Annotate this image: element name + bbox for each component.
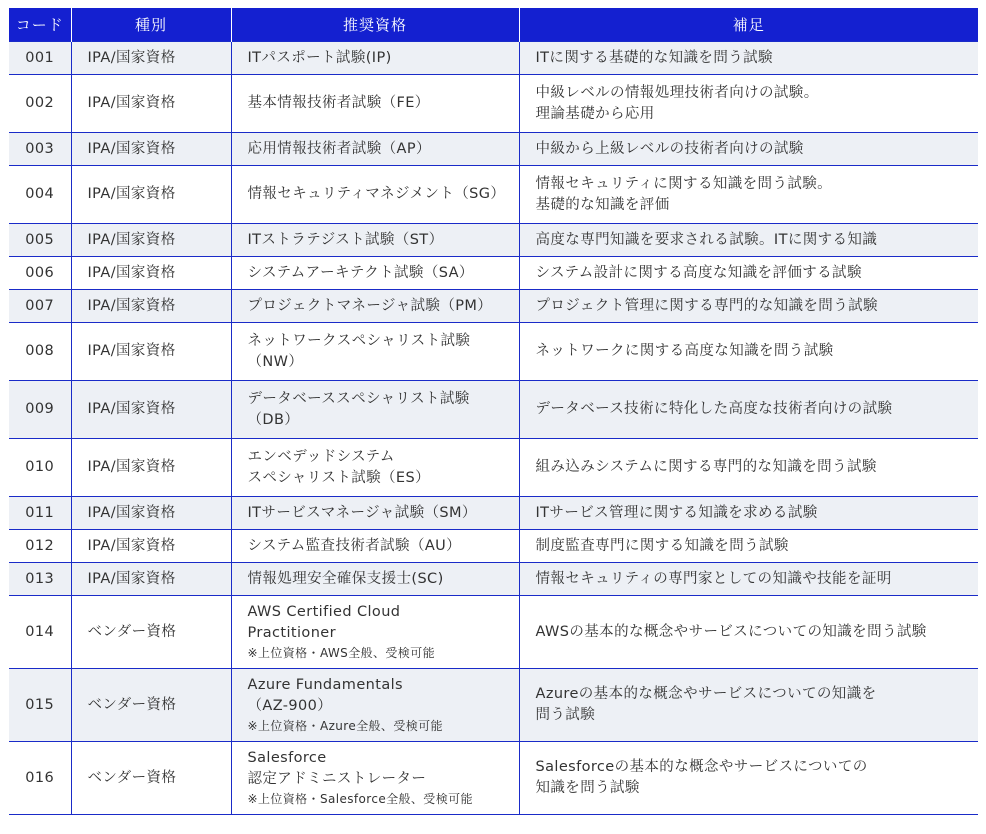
certification-name-line: 情報処理安全確保支援士(SC) <box>247 570 444 587</box>
cell-description <box>519 563 978 596</box>
description-line: 組み込みシステムに関する専門的な知識を問う試験 <box>535 459 877 475</box>
description-line: 情報セキュリティの専門家としての知識や技能を証明 <box>535 570 892 587</box>
table-row <box>9 439 978 497</box>
cell-description <box>519 439 978 497</box>
cell-type: IPA/国家資格 <box>71 75 231 133</box>
certification-name-line: プロジェクトマネージャ試験（PM） <box>247 297 493 314</box>
cell-description <box>519 75 978 133</box>
cell-description <box>519 166 978 224</box>
description-line: プロジェクト管理に関する専門的な知識を問う試験 <box>535 297 878 314</box>
certification-name-line: 応用情報技術者試験（AP） <box>247 140 431 157</box>
description-line: ネットワークに関する高度な知識を問う試験 <box>535 343 834 359</box>
table-row <box>9 75 978 133</box>
table-row <box>9 257 978 290</box>
description-line: 情報セキュリティに関する知識を問う試験。 <box>535 175 833 192</box>
cell-type: ベンダー資格 <box>71 596 231 669</box>
cell-description <box>519 669 978 742</box>
certification-name-line: 情報セキュリティマネジメント（SG） <box>247 186 506 202</box>
cell-type: IPA/国家資格 <box>71 439 231 497</box>
cell-code: 005 <box>9 224 71 257</box>
certification-name-line: （AZ-900） <box>247 698 333 714</box>
table-row <box>9 290 978 323</box>
certification-name-line: ITストラテジスト試験（ST） <box>247 231 444 248</box>
description-line: ITサービス管理に関する知識を求める試験 <box>535 504 818 521</box>
certification-table-container <box>9 8 978 815</box>
cell-certification <box>231 530 519 563</box>
cell-code: 014 <box>9 596 71 669</box>
cell-certification <box>231 381 519 439</box>
description-line: 基礎的な知識を評価 <box>535 196 670 213</box>
description-line: Salesforceの基本的な概念やサービスについての <box>535 759 868 775</box>
cell-certification <box>231 596 519 669</box>
table-row <box>9 224 978 257</box>
certification-name-line: 認定アドミニストレーター <box>247 771 427 787</box>
table-row <box>9 563 978 596</box>
certification-name-line: AWS Certified Cloud <box>247 604 401 620</box>
cell-certification <box>231 669 519 742</box>
certification-note: ※上位資格・Azure全般、受検可能 <box>247 719 443 733</box>
certification-name-line: Salesforce <box>247 750 327 766</box>
cell-certification <box>231 75 519 133</box>
cell-code: 011 <box>9 497 71 530</box>
description-line: AWSの基本的な概念やサービスについての知識を問う試験 <box>535 623 927 640</box>
cell-description <box>519 290 978 323</box>
table-row <box>9 497 978 530</box>
cell-type: IPA/国家資格 <box>71 224 231 257</box>
cell-description <box>519 42 978 75</box>
cell-type: IPA/国家資格 <box>71 257 231 290</box>
description-line: 知識を問う試験 <box>535 780 640 796</box>
header-type: 種別 <box>71 8 231 42</box>
cell-code: 012 <box>9 530 71 563</box>
cell-type: ベンダー資格 <box>71 742 231 815</box>
table-row <box>9 669 978 742</box>
cell-certification <box>231 290 519 323</box>
certification-name-line: Azure Fundamentals <box>247 677 403 693</box>
description-line: 中級レベルの情報処理技術者向けの試験。 <box>535 84 819 101</box>
cell-code: 004 <box>9 166 71 224</box>
description-line: Azureの基本的な概念やサービスについての知識を <box>535 686 877 702</box>
cell-description <box>519 530 978 563</box>
certification-table <box>9 8 978 815</box>
cell-description <box>519 497 978 530</box>
cell-description <box>519 224 978 257</box>
cell-description <box>519 742 978 815</box>
header-certification: 推奨資格 <box>231 8 519 42</box>
table-row <box>9 133 978 166</box>
certification-name-line: システム監査技術者試験（AU） <box>247 537 462 554</box>
cell-certification <box>231 166 519 224</box>
cell-type: IPA/国家資格 <box>71 42 231 75</box>
description-line: システム設計に関する高度な知識を評価する試験 <box>535 264 862 281</box>
table-row <box>9 742 978 815</box>
header-notes: 補足 <box>519 8 978 42</box>
cell-certification <box>231 224 519 257</box>
cell-type: IPA/国家資格 <box>71 497 231 530</box>
cell-certification <box>231 323 519 381</box>
description-line: 制度監査専門に関する知識を問う試験 <box>535 537 789 554</box>
certification-name-line: （NW） <box>247 353 304 370</box>
cell-description <box>519 381 978 439</box>
description-line: データベース技術に特化した高度な技術者向けの試験 <box>535 401 893 417</box>
cell-description <box>519 133 978 166</box>
cell-certification <box>231 497 519 530</box>
table-row <box>9 596 978 669</box>
cell-certification <box>231 563 519 596</box>
cell-certification <box>231 439 519 497</box>
cell-type: IPA/国家資格 <box>71 290 231 323</box>
cell-code: 007 <box>9 290 71 323</box>
table-row <box>9 381 978 439</box>
description-line: 中級から上級レベルの技術者向けの試験 <box>535 140 804 157</box>
cell-type: IPA/国家資格 <box>71 530 231 563</box>
cell-type: IPA/国家資格 <box>71 133 231 166</box>
certification-name-line: データベーススペシャリスト試験 <box>247 390 470 407</box>
cell-certification <box>231 133 519 166</box>
cell-certification <box>231 742 519 815</box>
table-header-row <box>9 8 978 42</box>
cell-code: 013 <box>9 563 71 596</box>
table-row <box>9 323 978 381</box>
description-line: 高度な専門知識を要求される試験。ITに関する知識 <box>535 231 878 248</box>
cell-description <box>519 323 978 381</box>
header-code: コード <box>9 8 71 42</box>
table-row <box>9 530 978 563</box>
certification-name-line: ITサービスマネージャ試験（SM） <box>247 504 477 521</box>
cell-description <box>519 596 978 669</box>
cell-code: 008 <box>9 323 71 381</box>
cell-type: IPA/国家資格 <box>71 166 231 224</box>
description-line: 理論基礎から応用 <box>535 105 655 122</box>
cell-code: 016 <box>9 742 71 815</box>
certification-name-line: Practitioner <box>247 625 336 641</box>
cell-type: IPA/国家資格 <box>71 381 231 439</box>
table-row <box>9 166 978 224</box>
cell-type: IPA/国家資格 <box>71 563 231 596</box>
cell-certification <box>231 42 519 75</box>
certification-note: ※上位資格・AWS全般、受検可能 <box>247 646 435 660</box>
certification-name-line: （DB） <box>247 411 300 428</box>
cell-code: 006 <box>9 257 71 290</box>
cell-code: 009 <box>9 381 71 439</box>
cell-code: 002 <box>9 75 71 133</box>
cell-code: 010 <box>9 439 71 497</box>
certification-note: ※上位資格・Salesforce全般、受検可能 <box>247 792 473 806</box>
description-line: ITに関する基礎的な知識を問う試験 <box>535 49 773 66</box>
cell-type: IPA/国家資格 <box>71 323 231 381</box>
certification-name-line: ネットワークスペシャリスト試験 <box>247 332 471 349</box>
certification-name-line: ITパスポート試験(IP) <box>247 49 392 66</box>
cell-code: 003 <box>9 133 71 166</box>
certification-name-line: エンベデッドシステム <box>247 448 395 465</box>
table-row <box>9 42 978 75</box>
cell-code: 015 <box>9 669 71 742</box>
cell-code: 001 <box>9 42 71 75</box>
cell-type: ベンダー資格 <box>71 669 231 742</box>
certification-name-line: システムアーキテクト試験（SA） <box>247 264 474 281</box>
description-line: 問う試験 <box>535 707 596 723</box>
certification-name-line: スペシャリスト試験（ES） <box>247 469 430 486</box>
certification-name-line: 基本情報技術者試験（FE） <box>247 95 430 111</box>
cell-certification <box>231 257 519 290</box>
cell-description <box>519 257 978 290</box>
